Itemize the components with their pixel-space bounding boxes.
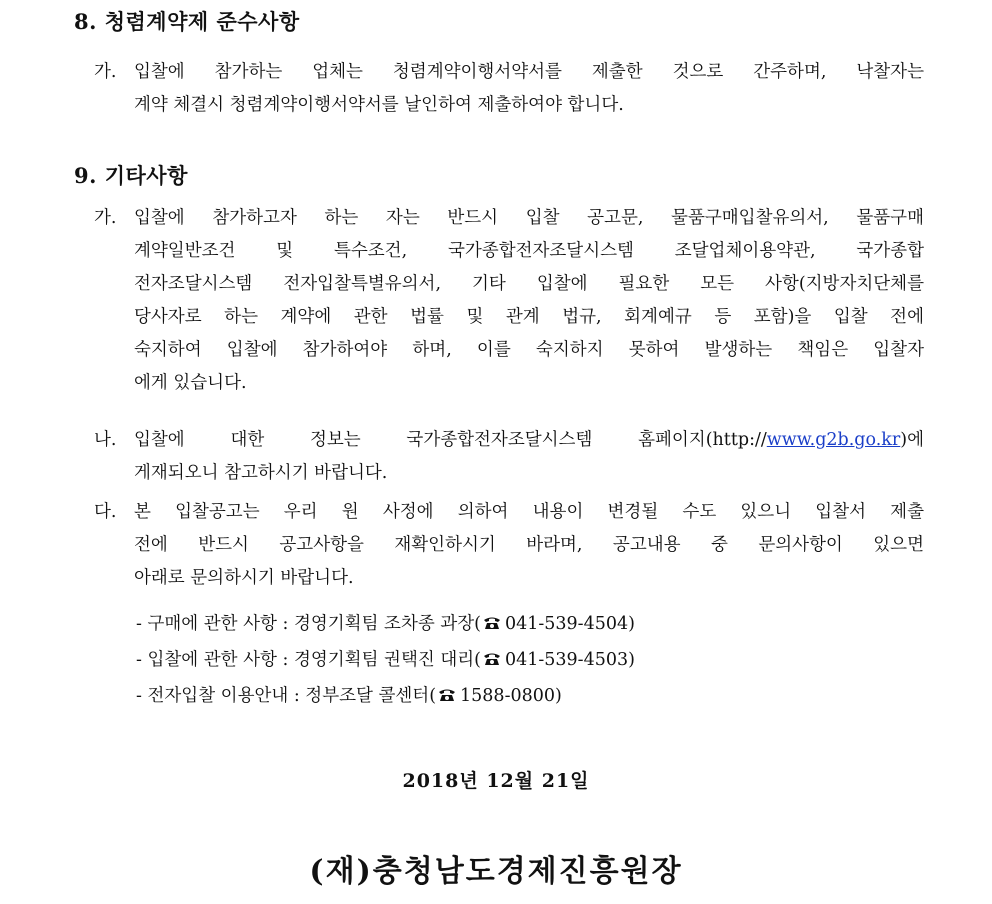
item-line: 입찰에 참가하는 업체는 청렴계약이행서약서를 제출한 것으로 간주하며, 낙찰자는 [134, 62, 924, 82]
contact-label: - 구매에 관한 사항 : 경영기획팀 조차종 과장( [136, 614, 481, 634]
section-9-item-ga [94, 202, 924, 400]
item-text: )에 [900, 430, 924, 450]
contact-suffix: ) [628, 614, 635, 634]
item-line: 에게 있습니다. [134, 373, 247, 393]
contact-phone: 041-539-4503 [504, 650, 629, 670]
contact-bidding [136, 644, 635, 677]
contact-suffix: ) [555, 686, 562, 706]
item-line: 아래로 문의하시기 바랍니다. [134, 568, 354, 588]
item-line: 계약일반조건 및 특수조건, 국가종합전자조달시스템 조달업체이용약관, 국가종합 [134, 241, 924, 261]
section-9-heading: 9. 기타사항 [74, 163, 188, 188]
section-8-heading: 8. 청렴계약제 준수사항 [74, 9, 300, 34]
section-8-item-ga [94, 56, 924, 122]
section-9-item-da [94, 496, 924, 595]
contact-label: - 입찰에 관한 사항 : 경영기획팀 권택진 대리( [136, 650, 481, 670]
item-marker: 다. [94, 502, 117, 522]
item-line: 전에 반드시 공고사항을 재확인하시기 바라며, 공고내용 중 문의사항이 있으면 [134, 535, 924, 555]
item-line [134, 424, 924, 457]
contact-label: - 전자입찰 이용안내 : 정부조달 콜센터( [136, 686, 437, 706]
announcement-date: 2018년 12월 21일 [402, 770, 590, 792]
item-marker: 나. [94, 430, 117, 450]
item-line: 당사자로 하는 계약에 관한 법률 및 관계 법규, 회계예규 등 포함)을 입찰 전에 [134, 307, 924, 327]
contact-suffix: ) [628, 650, 635, 670]
item-line: 본 입찰공고는 우리 원 사정에 의하여 내용이 변경될 수도 있으니 입찰서 제출 [134, 502, 924, 522]
item-line: 숙지하여 입찰에 참가하여야 하며, 이를 숙지하지 못하여 발생하는 책임은 입찰자 [134, 340, 924, 360]
contact-purchase [136, 608, 635, 641]
item-line: 입찰에 참가하고자 하는 자는 반드시 입찰 공고문, 물품구매입찰유의서, 물품구매 [134, 208, 924, 228]
section-9-item-na [94, 424, 924, 490]
contact-phone: 041-539-4504 [504, 614, 629, 634]
item-line: 계약 체결시 청렴계약이행서약서를 날인하여 제출하여야 합니다. [134, 95, 624, 115]
contact-e-bidding-guide [136, 680, 562, 713]
item-line: 게재되오니 참고하시기 바랍니다. [134, 463, 388, 483]
issuer-name: (재)충청남도경제진흥원장 [309, 854, 683, 889]
item-marker: 가. [94, 62, 117, 82]
g2b-homepage-link[interactable]: www.g2b.go.kr [766, 430, 901, 450]
item-line: 전자조달시스템 전자입찰특별유의서, 기타 입찰에 필요한 모든 사항(지방자치단체를 [134, 274, 924, 294]
contact-phone: 1588-0800 [460, 686, 556, 706]
item-text: 입찰에 대한 정보는 국가종합전자조달시스템 홈페이지(http:// [134, 430, 767, 450]
telephone-icon [438, 688, 456, 702]
telephone-icon [483, 616, 501, 630]
telephone-icon [483, 652, 501, 666]
item-marker: 가. [94, 208, 117, 228]
